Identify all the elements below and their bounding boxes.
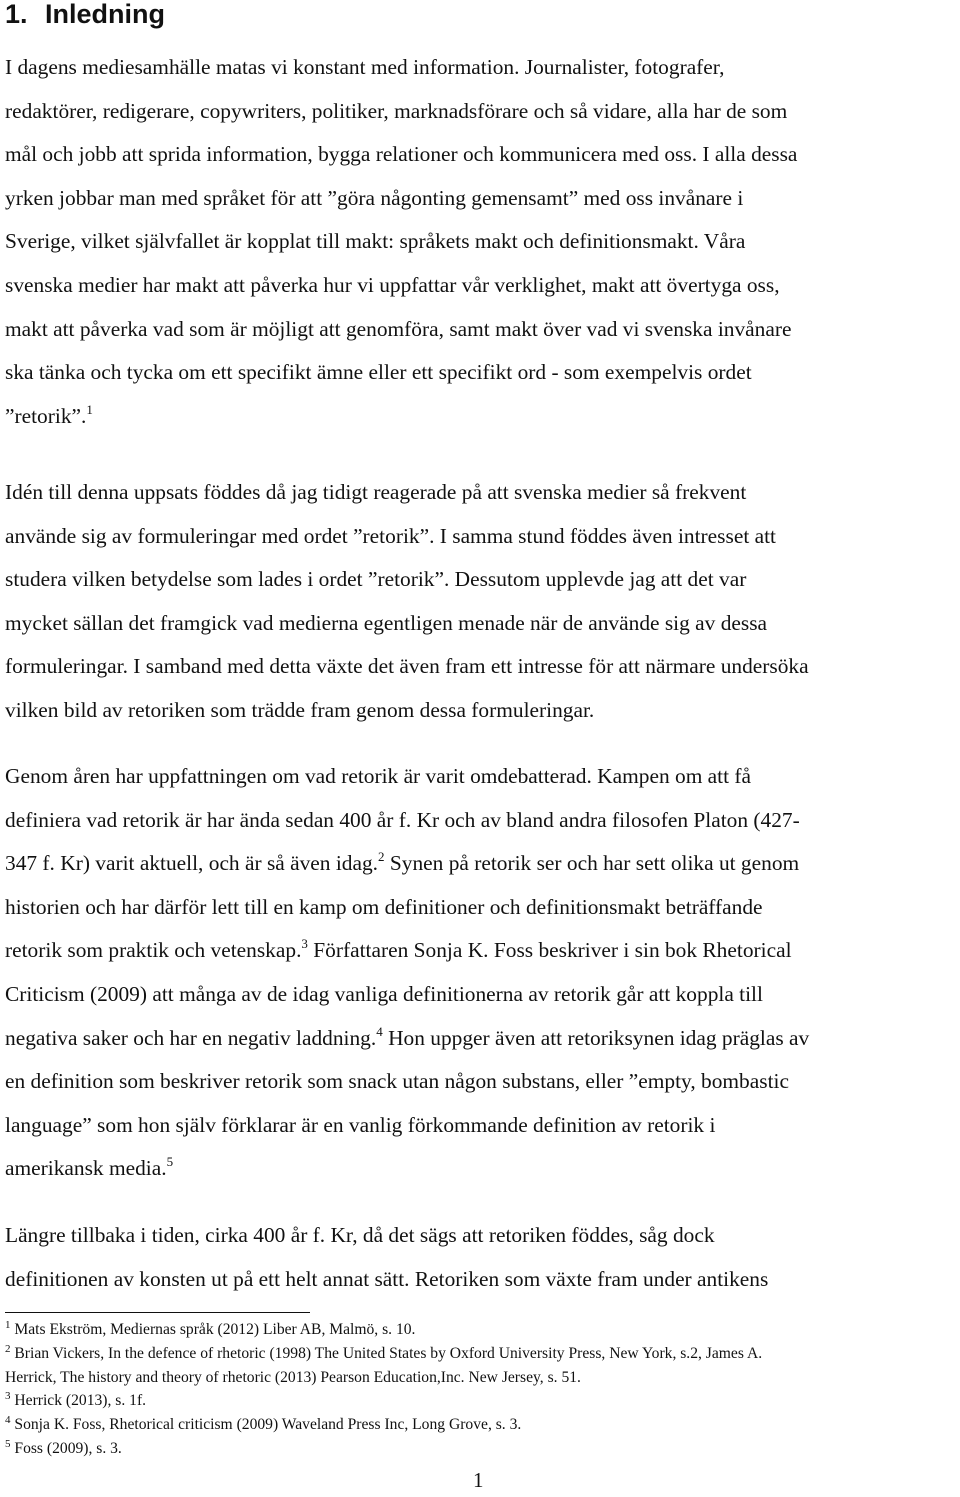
footnote-ref-1[interactable]: 1 [86,401,93,417]
text-fragment: ”retorik”. [5,403,87,428]
text-line: redaktörer, redigerare, copywriters, politiker, marknadsförare och så vidare, alla har de som [5,98,788,123]
text-line: studera vilken betydelse som lades i ordet ”retorik”. Dessutom upplevde jag att det var [5,567,747,592]
text-fragment: amerikansk media. [5,1156,167,1181]
section-number: 1. [5,0,28,29]
footnote-separator [5,1312,310,1313]
footnote-3 [5,1389,956,1413]
text-line: vilken bild av retoriken som trädde fram genom dessa formuleringar. [5,697,595,722]
footnotes [5,1318,956,1461]
section-title: Inledning [45,0,165,29]
footnote-4 [5,1413,956,1437]
text-line [5,929,956,973]
paragraph-3 [5,755,956,1191]
page-number: 1 [473,1468,484,1492]
footnote-mark: 1 [5,1319,11,1331]
text-line: formuleringar. I samband med detta växte det även fram ett intresse för att närmare undersöka [5,654,809,679]
text-line: Criticism (2009) att många av de idag vanliga definitionerna av retorik går att koppla till [5,981,763,1006]
footnote-text: Foss (2009), s. 3. [10,1439,122,1457]
footnote-1 [5,1318,956,1342]
footnote-text: Herrick, The history and theory of rhetoric (2013) Pearson Education,Inc. New Jersey, s. 51. [5,1368,581,1386]
footnote-text: Sonja K. Foss, Rhetorical criticism (2009) Waveland Press Inc, Long Grove, s. 3. [10,1416,522,1434]
footnote-text: Herrick (2013), s. 1f. [10,1392,147,1410]
footnote-mark: 2 [5,1342,11,1355]
text-line [5,842,956,886]
text-line: makt att påverka vad som är möjligt att genomföra, samt makt över vad vi svenska invånare [5,316,792,341]
text-line [5,1147,956,1191]
footnote-2 [5,1342,956,1366]
text-fragment: Författaren Sonja K. Foss beskriver i sin bok Rhetorical [307,938,792,963]
text-line: language” som hon själv förklarar är en vanlig förkommande definition av retorik i [5,1112,716,1137]
text-line: yrken jobbar man med språket för att ”göra någonting gemensamt” med oss invånare i [5,185,744,210]
text-line: mycket sällan det framgick vad medierna egentligen menade när de använde sig av dessa [5,610,768,635]
text-line: svenska medier har makt att påverka hur vi uppfattar vår verklighet, makt att övertyga oss, [5,272,780,297]
footnote-2-continued [5,1366,956,1390]
footnote-ref-4[interactable]: 4 [376,1023,383,1039]
text-line: en definition som beskriver retorik som snack utan någon substans, eller ”empty, bombastic [5,1069,789,1094]
text-fragment: Synen på retorik ser och har sett olika ut genom [384,851,800,876]
footnote-text: Mats Ekström, Mediernas språk (2012) Liber AB, Malmö, s. 10. [10,1321,416,1338]
text-fragment: retorik som praktik och vetenskap. [5,938,302,963]
text-line [5,1017,956,1061]
footnote-5 [5,1437,956,1461]
text-line: Genom åren har uppfattningen om vad retorik är varit omdebatterad. Kampen om att få [5,764,752,788]
paragraph-1 [5,46,956,438]
footnote-ref-5[interactable]: 5 [166,1154,174,1170]
text-line [5,395,956,439]
footnote-mark: 3 [5,1390,11,1403]
footnote-mark: 5 [5,1437,11,1450]
text-line: historien och har därför lett till en kamp om definitioner och definitionsmakt beträffande [5,894,763,919]
footnote-mark: 4 [5,1414,11,1427]
text-line: använde sig av formuleringar med ordet ”retorik”. I samma stund föddes även intresset att [5,523,776,548]
text-line: definiera vad retorik är har ända sedan 400 år f. Kr och av bland andra filosofen Platon (427- [5,807,800,832]
paragraph-4 [5,1214,956,1301]
text-line: definitionen av konsten ut på ett helt annat sätt. Retoriken som växte fram under antikens [5,1266,769,1291]
footnote-ref-3[interactable]: 3 [301,936,308,952]
text-fragment: 347 f. Kr) varit aktuell, och är så även idag. [5,851,379,876]
footnote-ref-2[interactable]: 2 [378,849,385,865]
text-line: I dagens mediesamhälle matas vi konstant med information. Journalister, fotografer, [5,55,725,79]
text-line: Idén till denna uppsats föddes då jag tidigt reagerade på att svenska medier så frekvent [5,480,747,504]
footnote-text: Brian Vickers, In the defence of rhetoric (1998) The United States by Oxford University Press, New York, s.2, James A. [10,1344,763,1362]
text-line: Sverige, vilket självfallet är kopplat till makt: språkets makt och definitionsmakt. Våra [5,229,746,254]
text-fragment: negativa saker och har en negativ laddning. [5,1025,377,1050]
text-line: Längre tillbaka i tiden, cirka 400 år f. Kr, då det sägs att retoriken föddes, såg dock [5,1223,715,1247]
section-heading [5,0,165,31]
text-line: ska tänka och tycka om ett specifikt ämne eller ett specifikt ord - som exempelvis ordet [5,360,752,385]
text-fragment: Hon uppger även att retoriksynen idag präglas av [382,1025,810,1050]
text-line: mål och jobb att sprida information, bygga relationer och kommunicera med oss. I alla dessa [5,142,798,167]
paragraph-2 [5,471,956,733]
